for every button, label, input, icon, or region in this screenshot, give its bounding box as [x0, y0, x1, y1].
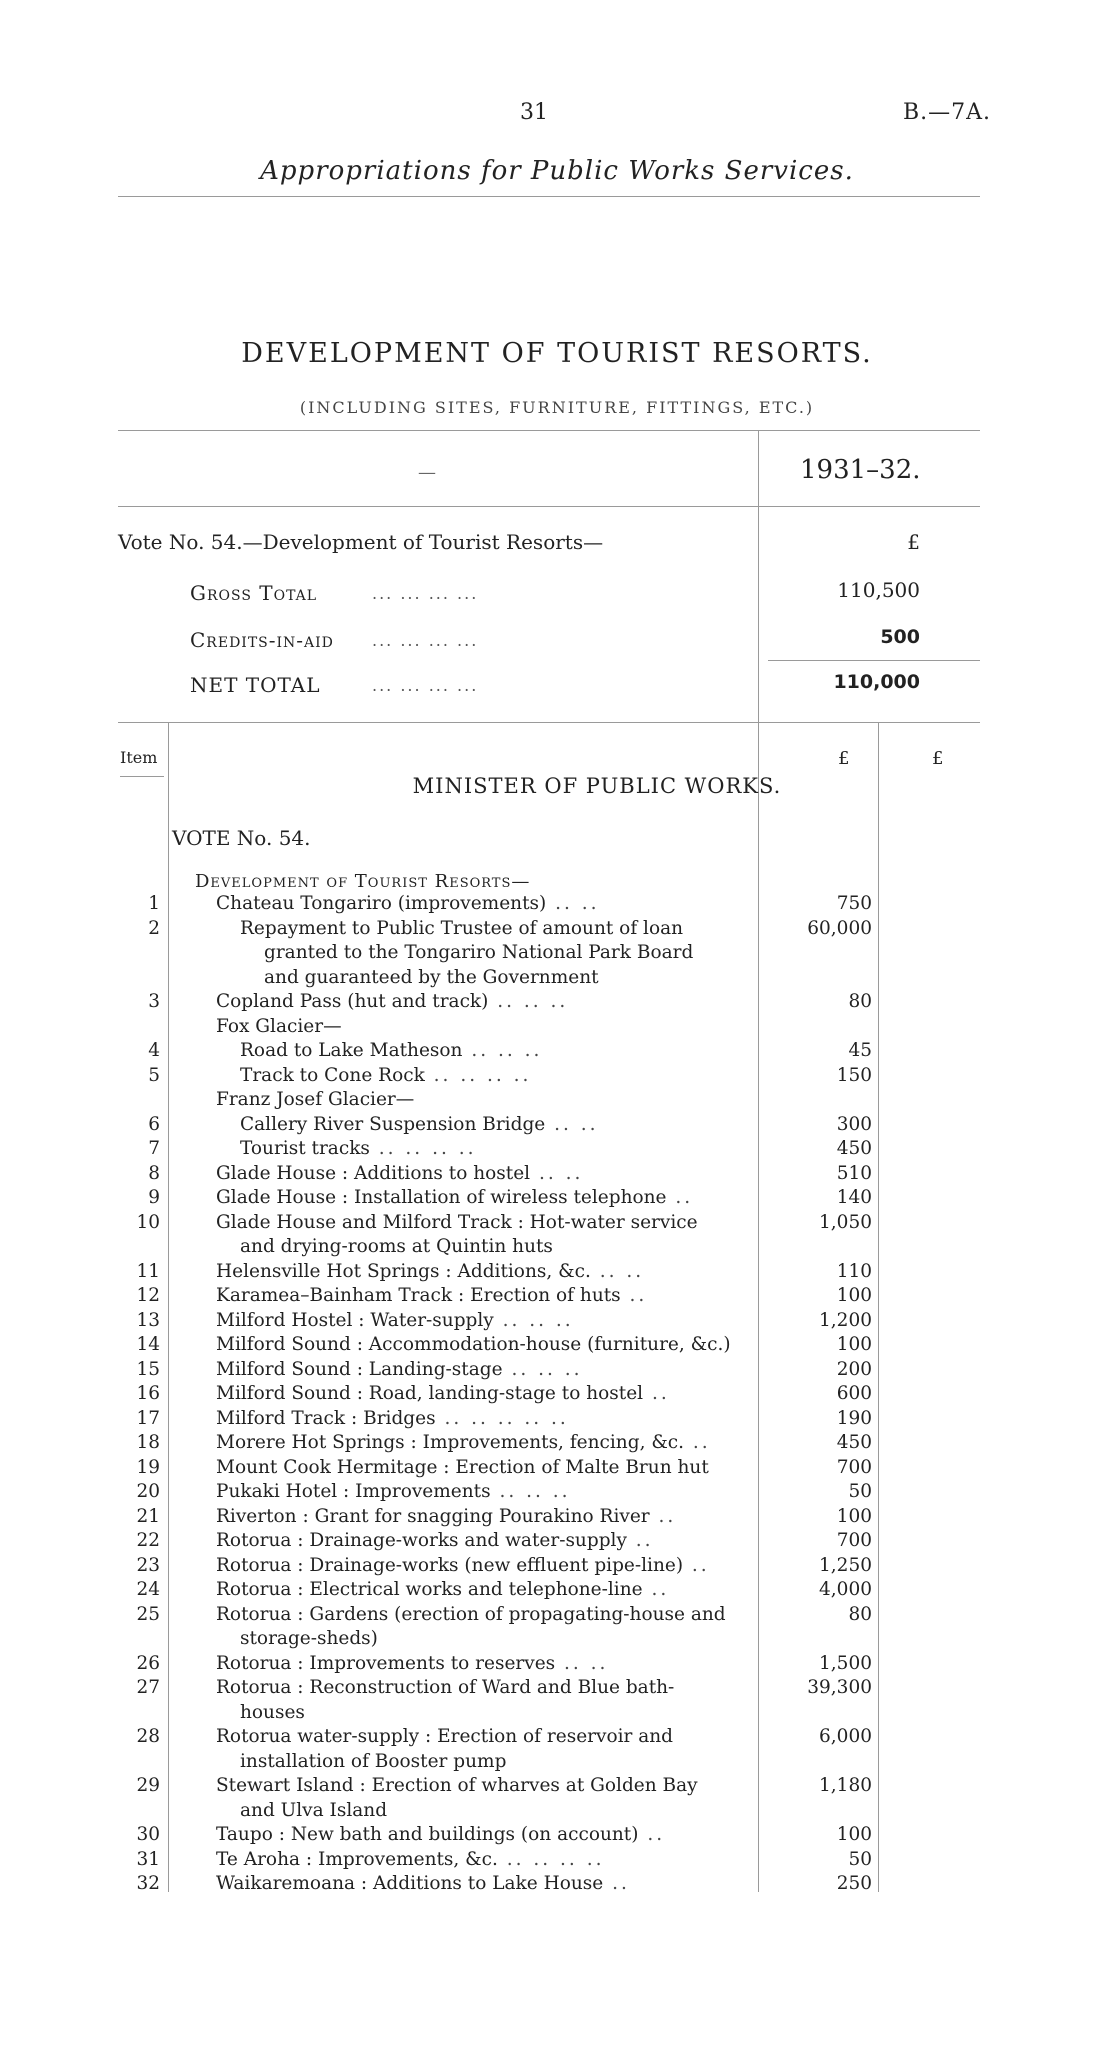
leader-dots: .. .. .. .. [424, 1064, 532, 1086]
item-description-text: Te Aroha : Improvements, &c. [216, 1848, 498, 1870]
item-description [216, 1431, 758, 1456]
summary-dash: — [418, 462, 436, 483]
table-row [0, 1333, 1114, 1358]
item-description [216, 1358, 758, 1383]
item-description-text: Rotorua : Gardens (erection of propagating-house and [216, 1603, 726, 1625]
item-number: 2 [148, 917, 160, 939]
table-top-rule [118, 722, 980, 723]
item-description-text: Rotorua : Electrical works and telephone-line [216, 1579, 643, 1600]
table-row [0, 1848, 1114, 1873]
table-row [0, 1823, 1114, 1848]
item-description-text: Milford Sound : Road, landing-stage to hostel [216, 1383, 644, 1404]
item-number: 19 [136, 1456, 160, 1478]
item-description [216, 1872, 758, 1897]
item-description [216, 1774, 758, 1823]
leader-dots: .. [620, 1285, 648, 1306]
item-description-text: Milford Track : Bridges [216, 1407, 436, 1429]
item-description-text: Pukaki Hotel : Improvements [216, 1481, 491, 1502]
table-row [0, 1211, 1114, 1260]
table-row [0, 1260, 1114, 1285]
net-total-label: NET TOTAL [190, 673, 321, 697]
item-number: 30 [136, 1824, 160, 1845]
item-description [216, 1554, 758, 1579]
table-row [0, 1774, 1114, 1823]
item-description [240, 1064, 758, 1089]
item-description-text: Franz Josef Glacier— [216, 1089, 415, 1110]
minister-heading: MINISTER OF PUBLIC WORKS. [412, 774, 782, 798]
item-amount: 80 [848, 1603, 872, 1625]
item-description-text: Rotorua : Reconstruction of Ward and Blue bath- [216, 1677, 675, 1698]
item-description-text: Stewart Island : Erection of wharves at Golden Bay [216, 1775, 698, 1796]
item-description-text: Repayment to Public Trustee of amount of loan [240, 917, 684, 939]
header-rule [118, 196, 980, 197]
item-amount: 600 [836, 1383, 872, 1404]
item-description [216, 1848, 758, 1873]
item-description-text: Milford Sound : Landing-stage [216, 1358, 503, 1380]
item-description-continuation: and Ulva Island [240, 1799, 388, 1821]
leader-dots: .. .. .. .. .. [435, 1407, 569, 1429]
table-row [0, 1554, 1114, 1579]
item-description-text: Road to Lake Matheson [240, 1040, 463, 1061]
item-description [216, 1309, 758, 1334]
item-number: 13 [136, 1309, 160, 1331]
item-description-continuation: storage-sheds) [240, 1628, 378, 1649]
item-description [216, 892, 758, 917]
item-amount: 700 [836, 1530, 872, 1551]
summary-divider [758, 430, 759, 722]
item-number: 24 [136, 1579, 160, 1600]
item-description [240, 917, 758, 991]
table-row [0, 1309, 1114, 1334]
item-description-text: Taupo : New bath and buildings (on account) [216, 1824, 639, 1845]
summary-top-rule [118, 430, 980, 431]
item-description [216, 1088, 758, 1113]
item-number: 32 [136, 1873, 160, 1894]
table-row [0, 1529, 1114, 1554]
table-row [0, 1113, 1114, 1138]
item-number: 29 [136, 1775, 160, 1796]
item-description [216, 1823, 758, 1848]
item-amount: 100 [836, 1334, 872, 1355]
item-amount: 450 [836, 1138, 872, 1159]
leader-dots: .. .. .. [462, 1040, 543, 1061]
table-row [0, 1505, 1114, 1530]
item-description [216, 1260, 758, 1285]
item-amount: 700 [836, 1456, 872, 1478]
item-number: 25 [136, 1603, 160, 1625]
item-number: 12 [136, 1285, 160, 1306]
leader-dots: .. [626, 1530, 654, 1551]
item-number: 27 [136, 1677, 160, 1698]
item-description [216, 1505, 758, 1530]
item-description-continuation: and drying-rooms at Quintin huts [240, 1236, 553, 1257]
leader-dots: .. [649, 1505, 677, 1527]
leader-dots: .. [684, 1432, 711, 1453]
table-row [0, 1064, 1114, 1089]
table-row [0, 1382, 1114, 1407]
leader-dots: .. .. [530, 1162, 584, 1184]
item-description [216, 1676, 758, 1725]
item-amount: 50 [848, 1848, 872, 1870]
item-amount: 1,050 [819, 1211, 872, 1233]
net-dots: ... ... ... ... [372, 676, 479, 695]
item-amount: 750 [836, 893, 872, 914]
item-description [240, 1113, 758, 1138]
item-description [216, 1015, 758, 1040]
summary-currency: £ [907, 530, 920, 554]
item-amount: 300 [836, 1113, 872, 1135]
leader-dots: .. [666, 1187, 694, 1208]
table-row [0, 1431, 1114, 1456]
leader-dots: .. [638, 1824, 666, 1845]
item-description [216, 1725, 758, 1774]
page-number: 31 [520, 100, 548, 125]
item-description-text: Riverton : Grant for snagging Pourakino River [216, 1505, 650, 1527]
gross-dots: ... ... ... ... [372, 584, 479, 603]
table-row [0, 1652, 1114, 1677]
appropriation-rows [0, 892, 1114, 1897]
credits-dots: ... ... ... ... [372, 631, 479, 650]
item-description-text: Rotorua water-supply : Erection of reservoir and [216, 1726, 674, 1747]
item-description [216, 990, 758, 1015]
page-title: DEVELOPMENT OF TOURIST RESORTS. [241, 338, 873, 369]
item-number: 16 [136, 1383, 160, 1404]
item-number: 5 [148, 1064, 160, 1086]
gross-total-value: 110,500 [837, 578, 920, 602]
amount-column-header: £ [838, 748, 850, 769]
table-row [0, 1137, 1114, 1162]
gross-total-label: Gross Total [190, 581, 318, 605]
item-description [216, 1480, 758, 1505]
item-number: 18 [136, 1432, 160, 1453]
page-subtitle: (INCLUDING SITES, FURNITURE, FITTINGS, ETC.) [299, 398, 815, 417]
leader-dots: .. .. .. [490, 1481, 571, 1502]
item-number: 22 [136, 1530, 160, 1551]
item-number: 23 [136, 1554, 160, 1576]
item-description-text: Tourist tracks [240, 1138, 370, 1159]
item-number: 14 [136, 1334, 160, 1355]
item-description-text: Milford Hostel : Water-supply [216, 1309, 494, 1331]
section-heading: Development of Tourist Resorts— [195, 871, 531, 892]
leader-dots: .. .. .. .. [497, 1848, 605, 1870]
item-description-text: Fox Glacier— [216, 1015, 342, 1037]
item-number: 8 [148, 1162, 160, 1184]
item-amount: 100 [836, 1505, 872, 1527]
vote-heading: VOTE No. 54. [172, 826, 311, 850]
table-row [0, 1284, 1114, 1309]
table-row [0, 1676, 1114, 1725]
vote-line: Vote No. 54.—Development of Tourist Resorts— [118, 530, 604, 554]
table-row [0, 1162, 1114, 1187]
leader-dots: .. [603, 1873, 630, 1894]
item-amount: 100 [836, 1824, 872, 1845]
item-description-text: Track to Cone Rock [240, 1064, 425, 1086]
item-amount: 60,000 [807, 917, 872, 939]
leader-dots: .. .. [546, 893, 600, 914]
item-number: 28 [136, 1726, 160, 1747]
net-total-value: 110,000 [833, 671, 920, 693]
item-description-text: Rotorua : Drainage-works (new effluent pipe-line) [216, 1554, 684, 1576]
item-number: 1 [148, 893, 160, 914]
credits-label: Credits-in-aid [190, 628, 334, 652]
item-amount: 1,180 [819, 1775, 872, 1796]
item-amount: 4,000 [819, 1579, 872, 1600]
table-row [0, 1358, 1114, 1383]
item-description-text: Milford Sound : Accommodation-house (furniture, &c.) [216, 1334, 731, 1355]
item-description-text: Chateau Tongariro (improvements) [216, 893, 547, 914]
item-description [216, 1211, 758, 1260]
leader-dots: .. [683, 1554, 710, 1576]
item-amount: 39,300 [807, 1677, 872, 1698]
leader-dots: .. [643, 1383, 670, 1404]
item-description-text: Rotorua : Drainage-works and water-supply [216, 1530, 627, 1551]
item-amount: 200 [836, 1358, 872, 1380]
item-description [240, 1039, 758, 1064]
table-row [0, 1725, 1114, 1774]
group-heading [0, 1088, 1114, 1113]
item-description-continuation: and guaranteed by the Government [264, 966, 599, 988]
table-row [0, 1480, 1114, 1505]
item-amount: 190 [836, 1407, 872, 1429]
item-amount: 450 [836, 1432, 872, 1453]
item-description [216, 1162, 758, 1187]
item-number: 6 [148, 1113, 160, 1135]
item-number: 4 [148, 1040, 160, 1061]
item-amount: 150 [836, 1064, 872, 1086]
item-description [216, 1284, 758, 1309]
item-amount: 140 [836, 1187, 872, 1208]
item-number: 20 [136, 1481, 160, 1502]
item-description-text: Helensville Hot Springs : Additions, &c. [216, 1260, 591, 1282]
item-description [216, 1529, 758, 1554]
table-row [0, 1872, 1114, 1897]
table-row [0, 1039, 1114, 1064]
item-description-text: Waikaremoana : Additions to Lake House [216, 1873, 604, 1894]
item-description-text: Glade House : Installation of wireless telephone [216, 1187, 667, 1208]
item-amount: 110 [836, 1260, 872, 1282]
year-rule [118, 506, 980, 507]
item-amount: 510 [836, 1162, 872, 1184]
leader-dots: .. .. .. [493, 1309, 574, 1331]
total-column-header: £ [932, 748, 944, 769]
table-row [0, 1603, 1114, 1652]
leader-dots: .. .. [590, 1260, 645, 1282]
item-column-header: Item [120, 748, 158, 767]
item-amount: 1,500 [819, 1652, 872, 1674]
credits-value: 500 [880, 626, 920, 648]
item-description-continuation: installation of Booster pump [240, 1750, 507, 1772]
net-rule [768, 660, 980, 661]
item-description-text: Callery River Suspension Bridge [240, 1113, 546, 1135]
item-description [216, 1186, 758, 1211]
table-row [0, 1578, 1114, 1603]
item-description-text: Morere Hot Springs : Improvements, fencing, &c. [216, 1432, 685, 1453]
item-number: 21 [136, 1505, 160, 1527]
item-number: 9 [148, 1187, 160, 1208]
item-number: 10 [136, 1211, 160, 1233]
item-description-text: Mount Cook Hermitage : Erection of Malte Brun hut [216, 1456, 709, 1478]
item-number: 11 [136, 1260, 160, 1282]
table-row [0, 1186, 1114, 1211]
item-number: 7 [148, 1138, 160, 1159]
item-description [216, 1456, 758, 1481]
item-description [216, 1333, 758, 1358]
item-amount: 1,250 [819, 1554, 872, 1576]
item-amount: 100 [836, 1285, 872, 1306]
item-description-text: Copland Pass (hut and track) [216, 991, 489, 1012]
table-row [0, 917, 1114, 991]
table-row [0, 1456, 1114, 1481]
item-number: 26 [136, 1652, 160, 1674]
item-description-text: Glade House : Additions to hostel [216, 1162, 531, 1184]
leader-dots: .. .. [555, 1652, 609, 1674]
group-heading [0, 1015, 1114, 1040]
item-description [240, 1137, 758, 1162]
leader-dots: .. .. .. [488, 991, 569, 1012]
item-description [216, 1407, 758, 1432]
item-description-text: Rotorua : Improvements to reserves [216, 1652, 556, 1674]
item-description-text: Glade House and Milford Track : Hot-water service [216, 1211, 698, 1233]
item-amount: 80 [848, 991, 872, 1012]
item-description [216, 1603, 758, 1652]
leader-dots: .. .. [545, 1113, 599, 1135]
item-description [216, 1382, 758, 1407]
item-amount: 45 [848, 1040, 872, 1061]
item-description-continuation: granted to the Tongariro National Park Board [264, 942, 694, 963]
item-description-continuation: houses [240, 1701, 305, 1723]
leader-dots: .. .. .. [502, 1358, 583, 1380]
item-description [216, 1652, 758, 1677]
table-row [0, 1407, 1114, 1432]
item-amount: 1,200 [819, 1309, 872, 1331]
item-number: 15 [136, 1358, 160, 1380]
item-number: 17 [136, 1407, 160, 1429]
table-row [0, 892, 1114, 917]
item-description-text: Karamea–Bainham Track : Erection of huts [216, 1285, 621, 1306]
item-number: 31 [136, 1848, 160, 1870]
leader-dots: .. .. .. .. [369, 1138, 477, 1159]
table-row [0, 990, 1114, 1015]
item-number: 3 [148, 991, 160, 1012]
document-reference: B.—7A. [903, 100, 992, 125]
item-amount: 50 [848, 1481, 872, 1502]
running-title: Appropriations for Public Works Services. [260, 156, 854, 186]
item-amount: 6,000 [819, 1726, 872, 1747]
item-amount: 250 [836, 1873, 872, 1894]
leader-dots: .. [642, 1579, 670, 1600]
item-description [216, 1578, 758, 1603]
year-heading: 1931–32. [800, 455, 921, 485]
